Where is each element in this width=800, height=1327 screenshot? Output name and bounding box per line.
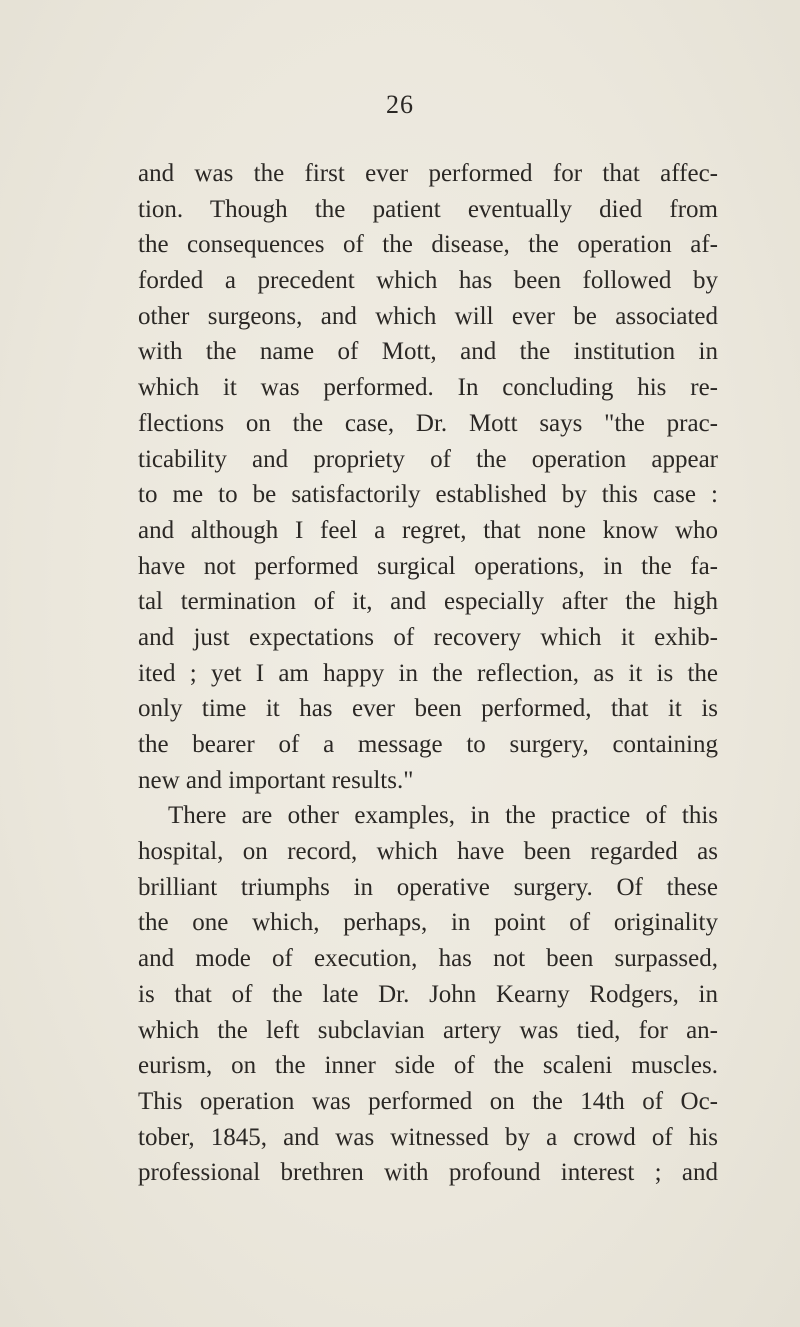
text-line: which it was performed. In concluding his re-: [138, 374, 718, 402]
text-line: hospital, on record, which have been regarded as: [138, 838, 718, 866]
body-text: [138, 156, 718, 1191]
text-line: This operation was performed on the 14th of Oc-: [138, 1087, 718, 1115]
text-line: the consequences of the disease, the operation af-: [138, 231, 718, 259]
text-line: ited ; yet I am happy in the reflection, as it is the: [138, 659, 718, 687]
text-line: other surgeons, and which will ever be associated: [138, 302, 718, 330]
text-line: flections on the case, Dr. Mott says "the prac-: [138, 409, 718, 437]
text-line: to me to be satisfactorily established by this case :: [138, 481, 718, 509]
text-line: and just expectations of recovery which it exhib-: [138, 623, 718, 651]
text-line: and mode of execution, has not been surpassed,: [138, 945, 718, 973]
text-line: eurism, on the inner side of the scaleni muscles.: [138, 1052, 718, 1080]
text-line: and was the first ever performed for that affec-: [138, 160, 718, 187]
text-line: new and important results.": [138, 766, 414, 794]
text-line: brilliant triumphs in operative surgery. Of these: [138, 873, 718, 901]
text-line: tion. Though the patient eventually died from: [138, 195, 718, 223]
text-line: which the left subclavian artery was tied, for an-: [138, 1016, 718, 1044]
text-line: tal termination of it, and especially after the high: [138, 588, 718, 616]
text-line: forded a precedent which has been followed by: [138, 267, 718, 295]
text-line: only time it has ever been performed, that it is: [138, 695, 718, 723]
text-line: There are other examples, in the practice of this: [168, 802, 718, 830]
text-line: have not performed surgical operations, in the fa-: [138, 552, 718, 580]
text-line: and although I feel a regret, that none know who: [138, 516, 718, 544]
text-line: professional brethren with profound interest ; and: [138, 1159, 718, 1187]
text-line: with the name of Mott, and the institution in: [138, 338, 718, 366]
text-line: ticability and propriety of the operation appear: [138, 445, 718, 473]
text-line: the bearer of a message to surgery, containing: [138, 731, 718, 758]
text-line: tober, 1845, and was witnessed by a crowd of his: [138, 1123, 718, 1151]
page-number: 26: [386, 90, 414, 119]
text-line: is that of the late Dr. John Kearny Rodgers, in: [138, 980, 718, 1008]
text-line: the one which, perhaps, in point of originality: [138, 909, 718, 937]
